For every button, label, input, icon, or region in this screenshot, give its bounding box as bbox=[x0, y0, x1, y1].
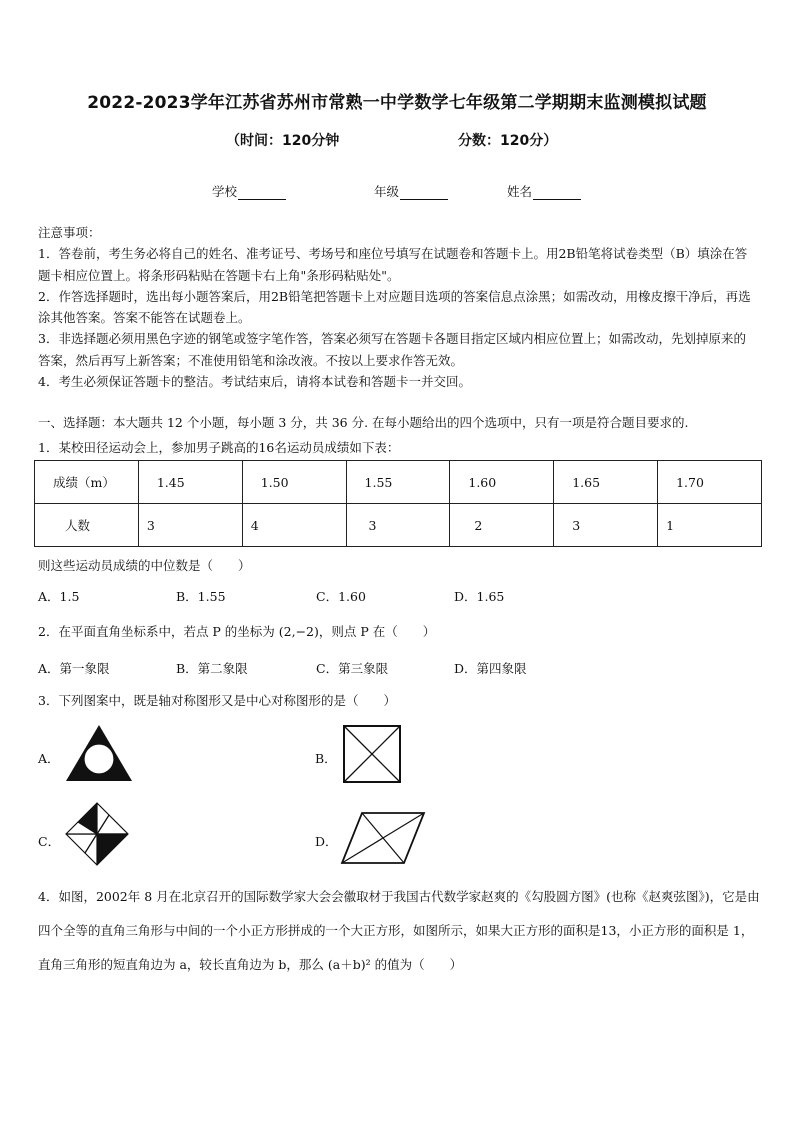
q1-option-c: C．1.60 bbox=[316, 589, 366, 604]
table-cell: 1.55 bbox=[346, 461, 450, 504]
parallelogram-figure bbox=[340, 811, 426, 865]
page-title: 2022-2023学年江苏省苏州市常熟一中学数学七年级第二学期期末监测模拟试题 bbox=[87, 93, 707, 113]
table-cell: 人数 bbox=[35, 504, 139, 547]
table-cell: 2 bbox=[450, 504, 554, 547]
grade-blank bbox=[400, 187, 448, 200]
exam-time: （时间：120分钟 bbox=[226, 133, 340, 149]
note-item: 3．非选择题必须用黑色字迹的钢笔或签字笔作答，答案必须写在答题卡各题目指定区域内相应位置上；如需改动，先划掉原来的答案，然后再写上新答案；不准使用铅笔和涂改液。不按以上要求作答无效。 bbox=[38, 331, 746, 368]
q2-option-c: C．第三象限 bbox=[316, 661, 389, 676]
note-item: 2．作答选择题时，选出每小题答案后，用2B铅笔把答题卡上对应题目选项的答案信息点涂黑；如需改动，用橡皮擦干净后，再选涂其他答案。答案不能答在试题卷上。 bbox=[38, 288, 751, 326]
table-cell: 1 bbox=[658, 504, 762, 547]
exam-score: 分数：120分） bbox=[458, 133, 558, 149]
table-cell: 1.70 bbox=[658, 461, 762, 504]
q2-option-a: A．第一象限 bbox=[38, 661, 110, 676]
q1-ask: 则这些运动员成绩的中位数是（ ） bbox=[38, 558, 251, 573]
name-label: 姓名 bbox=[507, 184, 533, 199]
table-cell: 1.65 bbox=[554, 461, 658, 504]
q3-label-c: C． bbox=[38, 834, 61, 849]
name-field bbox=[507, 182, 581, 200]
q2-option-d: D．第四象限 bbox=[454, 661, 527, 676]
q1-option-a: A．1.5 bbox=[38, 589, 80, 604]
q1-option-b: B．1.55 bbox=[176, 589, 226, 604]
square-diagonals-figure bbox=[342, 724, 402, 784]
school-blank bbox=[238, 187, 286, 200]
name-blank bbox=[533, 187, 581, 200]
section-heading: 一、选择题：本大题共 12 个小题，每小题 3 分，共 36 分. 在每小题给出的四个选项中，只有一项是符合题目要求的. bbox=[38, 415, 689, 430]
pinwheel-figure bbox=[64, 801, 130, 867]
school-label: 学校 bbox=[212, 184, 238, 199]
grade-field bbox=[374, 182, 448, 200]
table-row bbox=[35, 461, 762, 504]
grade-label: 年级 bbox=[374, 184, 400, 199]
q3-label-d: D． bbox=[315, 834, 338, 849]
q2-option-b: B．第二象限 bbox=[176, 661, 248, 676]
table-cell: 成绩（m） bbox=[35, 461, 139, 504]
q1-table bbox=[34, 460, 762, 547]
q2-stem: 2．在平面直角坐标系中，若点 P 的坐标为 (2,−2)，则点 P 在（ ） bbox=[38, 624, 436, 639]
q4-text: 4．如图，2002年 8 月在北京召开的国际数学家大会会徽取材于我国古代数学家赵爽的《勾股圆方图》(也称《赵爽弦图》)，它是由四个全等的直角三角形与中间的一个小正方形拼成的一个大正方形，如图所示，如果大正方形的面积是13，小正方形的面积是 1，直角三角形的短直角边为 a，较长直角边为 b，那么 (a＋b)² 的值为（ ） bbox=[38, 889, 760, 972]
table-cell: 3 bbox=[554, 504, 658, 547]
table-cell: 1.45 bbox=[138, 461, 242, 504]
table-cell: 4 bbox=[242, 504, 346, 547]
notes-heading: 注意事项： bbox=[38, 225, 101, 240]
q3-label-a: A． bbox=[38, 751, 60, 766]
table-cell: 3 bbox=[346, 504, 450, 547]
table-row bbox=[35, 504, 762, 547]
note-item: 1．答卷前，考生务必将自己的姓名、准考证号、考场号和座位号填写在试题卷和答题卡上。用2B铅笔将试卷类型（B）填涂在答题卡相应位置上。将条形码粘贴在答题卡右上角"条形码粘贴处"。 bbox=[38, 246, 748, 283]
note-item: 4．考生必须保证答题卡的整洁。考试结束后，请将本试卷和答题卡一并交回。 bbox=[38, 374, 471, 390]
notes-block bbox=[38, 222, 758, 392]
q1-stem: 1．某校田径运动会上，参加男子跳高的16名运动员成绩如下表： bbox=[38, 440, 400, 455]
table-cell: 1.60 bbox=[450, 461, 554, 504]
triangle-circle-figure bbox=[64, 723, 134, 783]
q3-stem: 3．下列图案中，既是轴对称图形又是中心对称图形的是（ ） bbox=[38, 693, 396, 708]
q1-option-d: D．1.65 bbox=[454, 589, 505, 604]
school-field bbox=[212, 182, 286, 200]
q3-label-b: B． bbox=[315, 751, 337, 766]
table-cell: 1.50 bbox=[242, 461, 346, 504]
table-cell: 3 bbox=[138, 504, 242, 547]
